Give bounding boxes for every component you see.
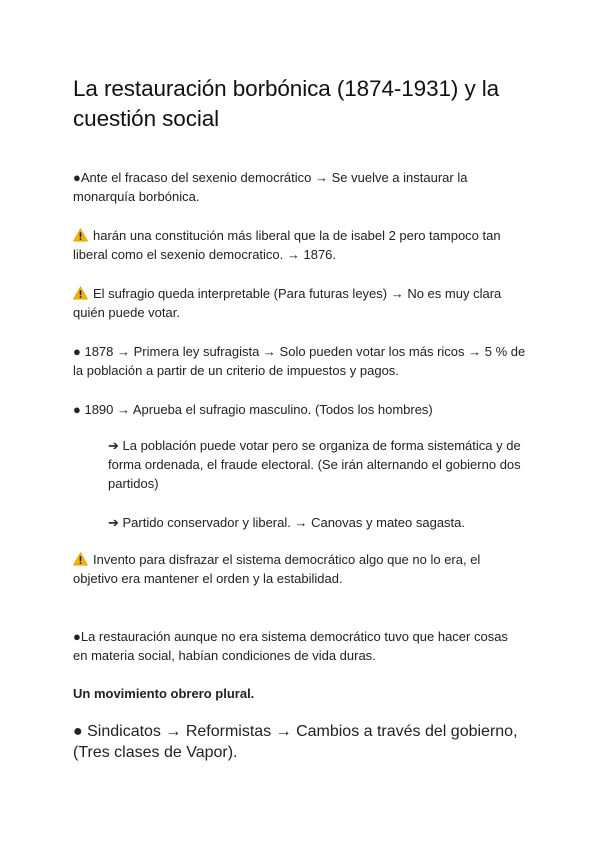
paragraph-1: ●Ante el fracaso del sexenio democrático → Se vuelve a instaurar la monarquía borbónica. <box>73 170 468 204</box>
paragraph-10: ● Sindicatos → Reformistas → Cambios a través del gobierno, (Tres clases de Vapor). <box>73 723 518 761</box>
warning-icon <box>73 286 88 300</box>
paragraph-9: ●La restauración aunque no era sistema democrático tuvo que hacer cosas en materia social, habían condiciones de vida duras. <box>73 629 508 663</box>
document-page <box>73 74 533 761</box>
paragraph-8: Invento para disfrazar el sistema democrático algo que no lo era, el objetivo era mantener el orden y la estabilidad. <box>73 552 481 586</box>
page-title: La restauración borbónica (1874-1931) y la cuestión social <box>73 76 500 131</box>
paragraph-5: ● 1890 → Aprueba el sufragio masculino. (Todos los hombres) <box>73 402 433 417</box>
paragraph-6: ➔ La población puede votar pero se organiza de forma sistemática y de forma ordenada, el fraude electoral. (Se irán alternando el gobierno dos partidos) <box>108 438 521 491</box>
paragraph-2: harán una constitución más liberal que la de isabel 2 pero tampoco tan liberal como el sexenio democratico. → 1876. <box>73 228 501 262</box>
paragraph-3: El sufragio queda interpretable (Para futuras leyes) → No es muy clara quién puede votar. <box>73 286 502 320</box>
paragraph-7: ➔ Partido conservador y liberal. → Canovas y mateo sagasta. <box>108 515 466 530</box>
warning-icon <box>73 552 88 566</box>
warning-icon <box>73 228 88 242</box>
paragraph-4: ● 1878 → Primera ley sufragista → Solo pueden votar los más ricos → 5 % de la población a partir de un criterio de impuestos y pagos. <box>73 344 526 378</box>
section-heading: Un movimiento obrero plural. <box>73 686 255 701</box>
